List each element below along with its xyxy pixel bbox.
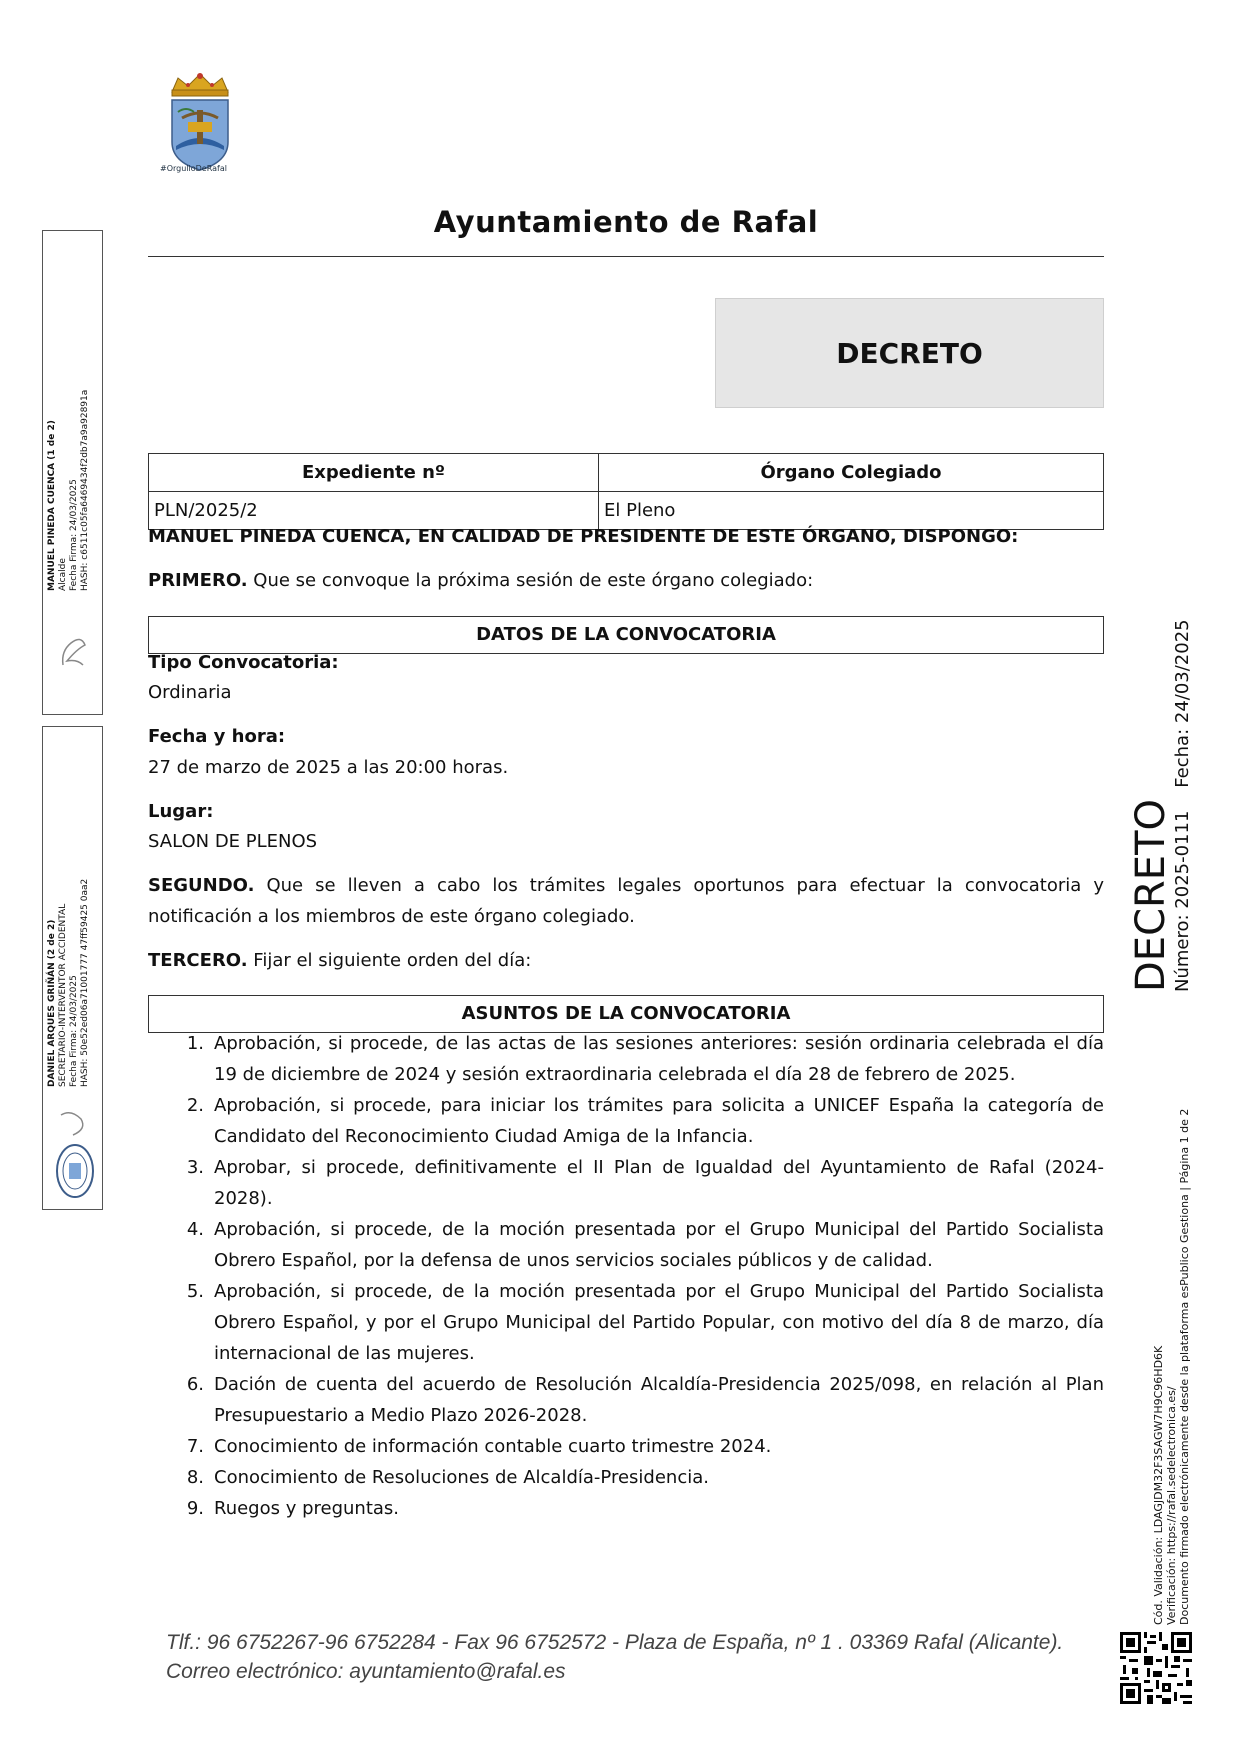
margin-validation	[1152, 1109, 1191, 1625]
primero-label: PRIMERO.	[148, 570, 248, 591]
list-item-text: Conocimiento de Resoluciones de Alcaldía-Presidencia.	[214, 1467, 709, 1488]
list-item	[148, 1462, 1104, 1493]
list-item-number: 5.	[186, 1281, 204, 1302]
document-type-label: DECRETO	[836, 336, 983, 370]
list-item-number: 6.	[186, 1374, 204, 1395]
list-item	[148, 1431, 1104, 1462]
list-item-text: Aprobación, si procede, de las actas de las sesiones anteriores: sesión ordinaria celebrada el día 19 de diciembre de 2024 y sesión extraordinaria celebrada el día 28 de febrero de 2025.	[214, 1033, 1104, 1085]
tercero-label: TERCERO.	[148, 950, 248, 971]
segundo-paragraph	[148, 870, 1104, 932]
list-item-number: 7.	[186, 1436, 204, 1457]
organization-title: Ayuntamiento de Rafal	[433, 205, 819, 239]
list-item	[148, 1276, 1104, 1369]
list-item-number: 9.	[186, 1498, 204, 1519]
table-header-cell: Órgano Colegiado	[599, 454, 1104, 492]
list-item-text: Aprobar, si procede, definitivamente el II Plan de Igualdad del Ayuntamiento de Rafal (2024-2028).	[214, 1157, 1104, 1209]
signature-date: Fecha Firma: 24/03/2025	[69, 479, 79, 591]
document-type-box	[715, 298, 1104, 408]
footer-address-line: Tlf.: 96 6752267-96 6752284 - Fax 96 6752572 - Plaza de España, nº 1 . 03369 Rafal (Alicante).	[166, 1631, 1064, 1654]
table-cell: PLN/2025/2	[149, 492, 599, 530]
margin-numero: Número: 2025-0111	[1172, 810, 1193, 992]
primero-paragraph	[148, 565, 1104, 596]
list-item-text: Aprobación, si procede, para iniciar los trámites para solicita a UNICEF España la categoría de Candidato del Reconocimiento Ciudad Amiga de la Infancia.	[214, 1095, 1104, 1147]
primero-text: Que se convoque la próxima sesión de este órgano colegiado:	[253, 570, 814, 591]
agenda-list	[148, 1028, 1104, 1524]
list-item	[148, 1214, 1104, 1276]
header-divider	[148, 256, 1104, 257]
list-item-number: 8.	[186, 1467, 204, 1488]
list-item	[148, 1028, 1104, 1090]
intro-statement: MANUEL PINEDA CUENCA, EN CALIDAD DE PRESIDENTE DE ESTE ÓRGANO, DISPONGO:	[148, 526, 1019, 547]
fecha-label: Fecha y hora:	[148, 726, 286, 747]
list-item-number: 3.	[186, 1157, 204, 1178]
signature-2-text	[47, 879, 91, 1087]
official-seal-icon	[53, 1107, 97, 1203]
list-item	[148, 1090, 1104, 1152]
list-item	[148, 1152, 1104, 1214]
table-cell: El Pleno	[599, 492, 1104, 530]
list-item	[148, 1493, 1104, 1524]
tercero-text: Fijar el siguiente orden del día:	[253, 950, 532, 971]
list-item-text: Aprobación, si procede, de la moción presentada por el Grupo Municipal del Partido Socialista Obrero Español, y por el Grupo Municipal del Partido Popular, con motivo del día 8 de marzo, día internacional de las mujeres.	[214, 1281, 1104, 1364]
coat-of-arms-logo	[160, 70, 240, 176]
segundo-text: Que se lleven a cabo los trámites legales oportunos para efectuar la convocatoria y notificación a los miembros de este órgano colegiado.	[148, 875, 1104, 927]
verification-link[interactable]: Verificación: https://rafal.sedelectronica.es/	[1165, 1386, 1178, 1625]
margin-fecha: Fecha: 24/03/2025	[1172, 619, 1193, 788]
asuntos-heading: ASUNTOS DE LA CONVOCATORIA	[148, 995, 1104, 1033]
fecha-value: 27 de marzo de 2025 a las 20:00 horas.	[148, 757, 509, 778]
list-item-text: Aprobación, si procede, de la moción presentada por el Grupo Municipal del Partido Socialista Obrero Español, por la defensa de unos servicios sociales públicos y de calidad.	[214, 1219, 1104, 1271]
list-item-text: Ruegos y preguntas.	[214, 1498, 400, 1519]
signer-name: DANIEL ARQUES GRIÑÁN (2 de 2)	[47, 919, 57, 1087]
table-header-cell: Expediente nº	[149, 454, 599, 492]
list-item	[148, 1369, 1104, 1431]
margin-number-date	[1172, 619, 1193, 992]
list-item-text: Conocimiento de información contable cuarto trimestre 2024.	[214, 1436, 772, 1457]
tipo-value: Ordinaria	[148, 682, 232, 703]
signature-1-text	[47, 390, 91, 591]
document-signed-note: Documento firmado electrónicamente desde la plataforma esPublico Gestiona | Página 1 de 2	[1178, 1108, 1191, 1625]
lugar-value: SALON DE PLENOS	[148, 831, 318, 852]
footer-email-line: Correo electrónico: ayuntamiento@rafal.es	[166, 1660, 566, 1683]
datos-heading: DATOS DE LA CONVOCATORIA	[148, 616, 1104, 654]
expediente-table	[148, 453, 1104, 530]
signature-stamp-1	[42, 230, 103, 715]
validation-code: Cód. Validación: LDAGJDM32F3SAGW7H9C96HD6K	[1152, 1345, 1165, 1625]
segundo-label: SEGUNDO.	[148, 875, 255, 896]
signature-stamp-2	[42, 726, 103, 1210]
tercero-paragraph	[148, 945, 1104, 976]
list-item-number: 1.	[186, 1033, 204, 1054]
crest-caption: #OrgulloDeRafal	[160, 164, 227, 173]
margin-decreto-label: DECRETO	[1128, 799, 1174, 992]
list-item-number: 4.	[186, 1219, 204, 1240]
signature-scribble-icon	[57, 631, 91, 671]
qr-code-icon	[1120, 1632, 1192, 1704]
signature-hash: HASH: 50e52ed06a71001777 47ff59425 0aa2	[80, 878, 90, 1087]
footer-contact	[166, 1628, 1063, 1686]
tipo-label: Tipo Convocatoria:	[148, 652, 339, 673]
lugar-label: Lugar:	[148, 801, 214, 822]
signature-date: Fecha Firma: 24/03/2025	[69, 975, 79, 1087]
list-item-number: 2.	[186, 1095, 204, 1116]
list-item-text: Dación de cuenta del acuerdo de Resolución Alcaldía-Presidencia 2025/098, en relación al Plan Presupuestario a Medio Plazo 2026-2028.	[214, 1374, 1104, 1426]
signer-name: MANUEL PINEDA CUENCA (1 de 2)	[47, 420, 57, 591]
signature-hash: HASH: c6511c05fa6469434f2db7a9a92891a	[80, 389, 90, 591]
signer-role: SECRETARIO-INTERVENTOR ACCIDENTAL	[58, 903, 68, 1087]
table-header-row	[149, 454, 1104, 492]
signer-role: Alcalde	[58, 558, 68, 591]
